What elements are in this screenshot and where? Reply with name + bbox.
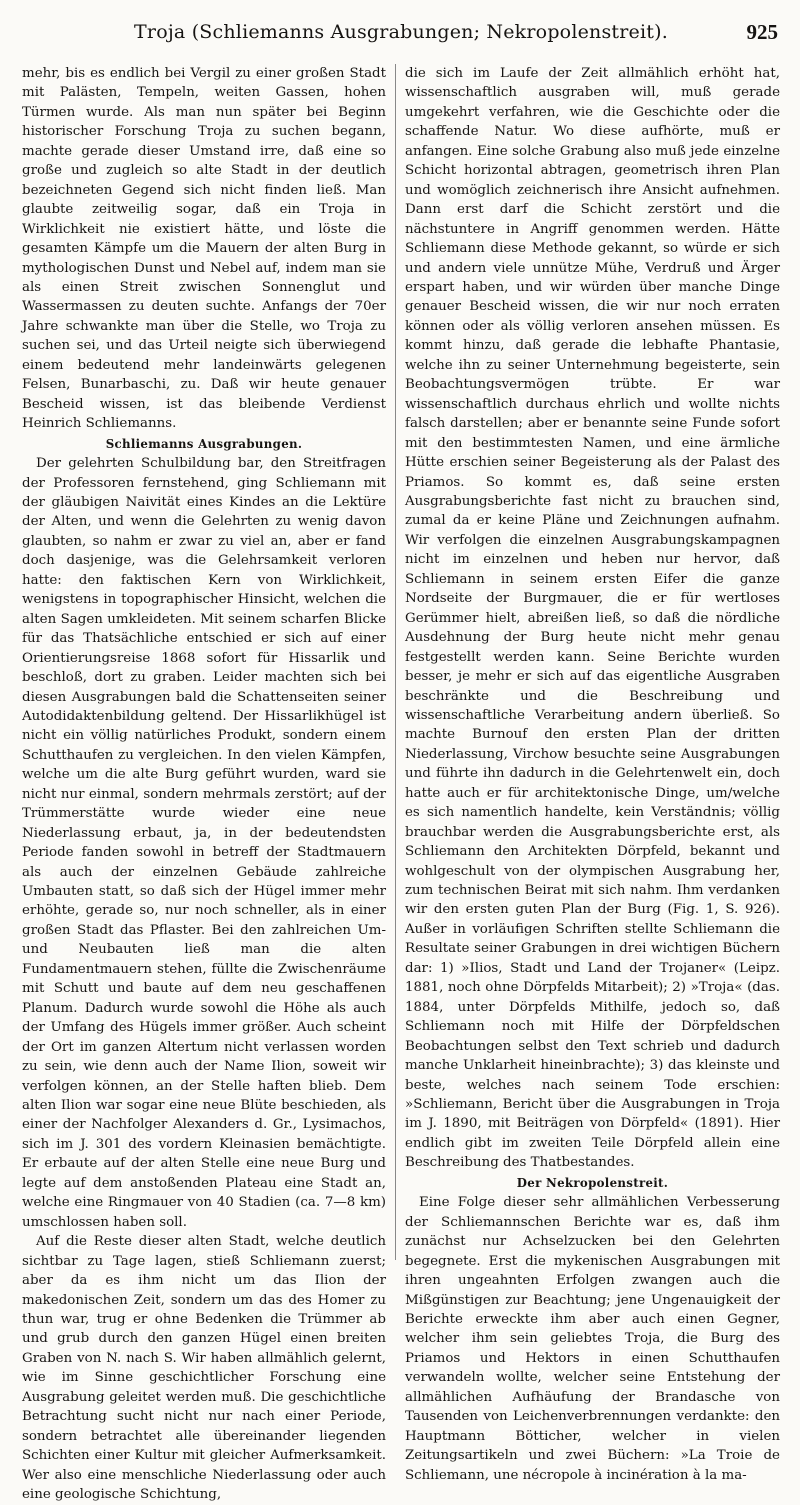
right-column (395, 64, 780, 1483)
page-number: 925 (746, 20, 778, 44)
left-paragraph-1: mehr, bis es endlich bei Vergil zu einer großen Stadt mit Palästen, Tempeln, weiten Gassen, hohen Türmen wurde. Als man nun später bei Beginn historischer Forschung Troja zu suchen begann, machte gerade dieser Umstand irre, daß eine so große und zugleich so alte Stadt in der deutlich bezeichneten Gegend sich nicht finden ließ. Man glaubte zeitweilig sogar, daß ein Troja in Wirklichkeit nie existiert hätte, und löste die gesamten Kämpfe um die Mauern der alten Burg in mythologischen Dunst und Nebel auf, indem man sie als einen Streit zwischen Sonnenglut und Wassermassen zu deuten suchte. Anfangs der 70er Jahre schwankte man über die Stelle, wo Troja zu suchen sei, und das Urteil neigte sich überwiegend einem bedeutend mehr landeinwärts gelegenen Felsen, Bunarbaschi, zu. Daß wir heute genauer Bescheid wissen, ist das bleibende Verdienst Heinrich Schliemanns. (22, 66, 386, 432)
section-heading-ausgrabungen: Schliemanns Ausgrabungen. (105, 436, 303, 451)
right-paragraph-2: Eine Folge dieser sehr allmählichen Verbesserung der Schliemannschen Berichte war es, daß ihm zunächst nur Achselzucken bei den Gelehrten begegnete. Erst die mykenischen Ausgrabungen mit ihren ungeahnten Erfolgen zwangen auch die Mißgünstigen zur Beachtung; jene Ungenauigkeit der Berichte erweckte ihm aber auch einen Gegner, welcher ihm sein geliebtes Troja, die Burg des Priamos und Hektors in einen Schutthaufen verwandeln wollte, welcher seine Entstehung der allmählichen Aufhäufung der Brandasche von Tausenden von Leichenverbrennungen verdankte: den Hauptmann Bötticher, welcher in vielen Zeitungsartikeln und zwei Büchern: »La Troie de Schliemann, une nécropole à incinération à la ma- (405, 1195, 780, 1483)
left-paragraph-2: Der gelehrten Schulbildung bar, den Streitfragen der Professoren fernstehend, ging Schliemann mit der gläubigen Naivität eines Kindes an die Lektüre der Alten, und wenn die Gelehrten zu wenig davon glaubten, so nahm er zwar zu viel an, aber er fand doch dasjenige, was die Gelehrsamkeit verloren hatte: den faktischen Kern von Wirklichkeit, wenigstens in topographischer Hinsicht, welchen die alten Sagen umkleideten. Mit seinem scharfen Blicke für das Thatsächliche entschied er sich auf einer Orientierungsreise 1868 sofort für Hissarlik und beschloß, dort zu graben. Leider machten sich bei diesen Ausgrabungen bald die Schattenseiten seiner Autodidaktenbildung geltend. Der Hissarlikhügel ist nicht ein völlig natürliches Produkt, sondern einem Schutthaufen zu vergleichen. In den vielen Kämpfen, welche um die alte Burg geführt wurden, ward sie nicht nur einmal, sondern mehrmals zerstört; auf der Trümmerstätte wurde wieder eine neue Niederlassung erbaut, ja, in der bedeutendsten Periode fanden sowohl in betreff der Stadtmauern als auch der einzelnen Gebäude zahlreiche Umbauten statt, so daß sich der Hügel immer mehr erhöhte, gerade so, nur noch schneller, als in einer großen Stadt das Pflaster. Bei den zahlreichen Um- und Neubauten ließ man die alten Fundamentmauern stehen, füllte die Zwischenräume mit Schutt und baute auf dem neu geschaffenen Planum. Dadurch wurde sowohl die Höhe als auch der Umfang des Hügels immer größer. Auch scheint der Ort im ganzen Altertum nicht verlassen worden zu sein, wie denn auch der Name Ilion, soweit wir verfolgen können, an der Stelle haften blieb. Dem alten Ilion war sogar eine neue Blüte beschieden, als einer der Nachfolger Alexanders d. Gr., Lysimachos, sich im J. 301 des vordern Kleinasien bemächtigte. Er erbaute auf der alten Stelle eine neue Burg und legte auf dem anstoßenden Plateau eine Stadt an, welche eine Ringmauer von 40 Stadien (ca. 7—8 km) umschlossen haben soll. (22, 456, 386, 1230)
running-head (22, 0, 780, 64)
page-title: Troja (Schliemanns Ausgrabungen; Nekropolenstreit). (134, 21, 668, 43)
text-columns (22, 64, 780, 1503)
right-paragraph-1: die sich im Laufe der Zeit allmählich erhöht hat, wissenschaftlich ausgraben will, muß gerade umgekehrt verfahren, wie die Geschichte oder die schaffende Natur. Wo diese aufhörte, muß er anfangen. Eine solche Grabung also muß jede einzelne Schicht horizontal abtragen, geometrisch ihren Plan und womöglich zeichnerisch ihre Ansicht aufnehmen. Dann erst darf die Schicht zerstört und die nächstuntere in Angriff genommen werden. Hätte Schliemann diese Methode gekannt, so würde er sich und andern viele unnütze Mühe, Verdruß und Ärger erspart haben, und wir würden über manche Dinge genauer Bescheid wissen, die wir nur noch erraten können oder als völlig verloren ansehen müssen. Es kommt hinzu, daß gerade die lebhafte Phantasie, welche ihn zu seiner Unternehmung begeisterte, sein Beobachtungsvermögen trübte. Er war wissenschaftlich durchaus ehrlich und wollte nichts falsch darstellen; aber er benannte seine Funde sofort mit den bestimmtesten Namen, und eine ärmliche Hütte erschien seiner Begeisterung als der Palast des Priamos. So kommt es, daß seine ersten Ausgrabungsberichte fast nicht zu brauchen sind, zumal da er keine Pläne und Zeichnungen aufnahm. Wir verfolgen die einzelnen Ausgrabungskampagnen nicht im einzelnen und heben nur hervor, daß Schliemann in seinem ersten Eifer die ganze Nordseite der Burgmauer, die er für wertloses Gerümmer hielt, abreißen ließ, so daß die nördliche Ausdehnung der Burg heute nicht mehr genau festgestellt werden kann. Seine Berichte wurden besser, je mehr er sich auf das eigentliche Ausgraben beschränkte und die Beschreibung und wissenschaftliche Verarbeitung andern überließ. So machte Burnouf den ersten Plan der dritten Niederlassung, Virchow besuchte seine Ausgrabungen und führte ihn dadurch in die Gelehrtenwelt ein, doch hatte auch er für architektonische Dinge, um/welche es sich namentlich handelte, kein Verständnis; völlig brauchbar werden die Ausgrabungsberichte erst, als Schliemann den Architekten Dörpfeld, bekannt und wohlgeschult von der olympischen Ausgrabung her, zum technischen Beirat mit sich nahm. Ihm verdanken wir den ersten guten Plan der Burg (Fig. 1, S. 926). Außer in vorläufigen Schriften stellte Schliemann die Resultate seiner Grabungen in drei wichtigen Büchern dar: 1) »Ilios, Stadt und Land der Trojaner« (Leipz. 1881, noch ohne Dörpfelds Mitarbeit); 2) »Troja« (das. 1884, unter Dörpfelds Mithilfe, jedoch so, daß Schliemann noch mit Hilfe der Dörpfeldschen Beobachtungen selbst den Text schrieb und dadurch manche Unklarheit hineinbrachte); 3) das kleinste und beste, welches nach seinem Tode erschien: »Schliemann, Bericht über die Ausgrabungen in Troja im J. 1890, mit Beiträgen von Dörpfeld« (1891). Hier endlich gibt im zweiten Teile Dörpfeld allein eine Beschreibung des Thatbestandes. (405, 66, 780, 1171)
left-paragraph-3: Auf die Reste dieser alten Stadt, welche deutlich sichtbar zu Tage lagen, stieß Schliemann zuerst; aber da es ihm nicht um das Ilion der makedonischen Zeit, sondern um das des Homer zu thun war, trug er ohne Bedenken die Trümmer ab und grub durch den ganzen Hügel einen breiten Graben von N. nach S. Wir haben allmählich gelernt, wie im Sinne geschichtlicher Forschung eine Ausgrabung geleitet werden muß. Die geschichtliche Betrachtung sucht nicht nur nach einer Periode, sondern betrachtet alle übereinander liegenden Schichten einer Kultur mit gleicher Aufmerksamkeit. Wer also eine menschliche Niederlassung oder auch eine geologische Schichtung, (22, 1234, 386, 1503)
left-column (22, 64, 395, 1503)
section-heading-nekropolenstreit: Der Nekropolenstreit. (516, 1175, 669, 1190)
